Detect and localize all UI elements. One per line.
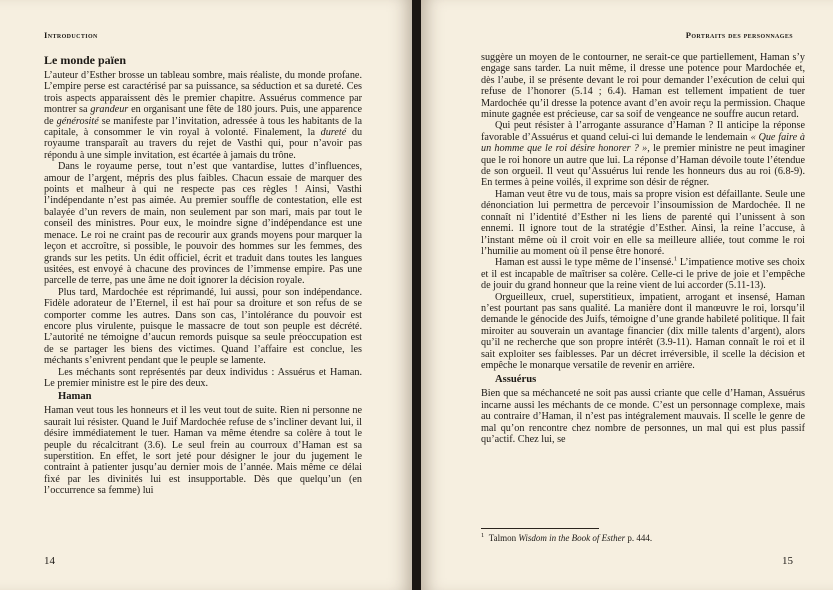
- paragraph: Les méchants sont représentés par deux individus : Assuérus et Haman. Le premier ministre est le pire des deux.: [44, 366, 362, 389]
- footnote-divider: [481, 528, 599, 529]
- paragraph: Plus tard, Mardochée est réprimandé, lui aussi, pour son indépendance. Fidèle adorateur de l’Eternel, il est haï pour sa droiture et son refus de se comporter comme les autres. Dans son cas, l’intolérance du pouvoir est encore plus virulente, puisque le massacre de tout son peuple est décrété. L’autorité ne témoigne d’aucun remords puisque sa seule préoccupation est de se partager les biens des victimes. Quand l’affaire est conclue, les méchants s’enivrent pendant que le peuple se lamente.: [44, 286, 362, 367]
- page-number: 15: [782, 555, 793, 567]
- paragraph: Haman est aussi le type même de l’insensé.$^1$ L’impatience motive ses choix et il est incapable de maîtriser sa colère. Celle-ci le prive de joie et l’empêche de jouir du grand honneur que la reine vient de lui accorder (5.11-13).: [481, 255, 806, 292]
- paragraph: Orgueilleux, cruel, superstitieux, impatient, arrogant et insensé, Haman n’est pourtant pas sans qualité. La manière dont il manœuvre le roi, lorsqu’il demande le génocide des Juifs, témoigne d’une grande habileté politique. Il fait miroiter au souverain un avantage financier (dix mille talents d’argent), alors qu’il ne recherche que son propre intérêt (3.9-11). Haman connaît le roi et il sait exploiter ses faiblesses. Par un décret irréversible, il scelle la décision et empêche le monarque versatile de revenir en arrière.: [481, 291, 805, 371]
- paragraph: suggère un moyen de le contourner, ne serait-ce que partiellement, Haman s’y engage sans tarder. La nuit même, il dresse une potence pour Mardochée et, dès l’aube, il se présente devant le roi pour demander l’exécution de celui qui refuse de l’honorer (5.14 ; 6.4). Haman est tellement impatient de tuer Mardochée qu’il dresse la potence avant d’en avoir reçu la permission. Chaque minute gagnée est précieuse, car sa soif de vengeance ne souffre aucun retard.: [481, 52, 805, 121]
- right-text-column: [481, 52, 805, 445]
- right-page: [421, 0, 833, 590]
- paragraph: L’auteur d’Esther brosse un tableau sombre, mais réaliste, du monde profane. L’empire perse est caractérisé par sa puissance, sa séduction et sa dureté. Ces trois aspects apparaissent dès le premier chapitre. Assuérus commence par montrer sa grandeur en organisant une fête de 180 jours. Puis, une apparence de générosité se manifeste par l’invitation, adressée à tous les habitants de la capitale, à consommer le vin royal à volonté. Finalement, la dureté du royaume transparaît au travers du rejet de Vasthi qui, pour n’avoir pas répondu à une simple invitation, est écartée à jamais du trône.: [44, 70, 363, 161]
- left-text-column: [44, 53, 362, 497]
- page-number: 14: [44, 555, 55, 567]
- section-heading: Le monde païen: [44, 53, 127, 67]
- footnote-marker: 1: [673, 255, 678, 263]
- subsection-heading: Assuérus: [495, 374, 537, 386]
- running-header: Introduction: [44, 30, 98, 40]
- paragraph: Haman veut tous les honneurs et il les veut tout de suite. Rien ni personne ne saurait lui résister. Quand le Juif Mardochée refuse de s’incliner devant lui, il désire immédiatement le tuer. Haman va même étendre sa colère à tout le peuple du récalcitrant (3.6). Le seul frein au courroux d’Haman est sa superstition. En effet, le sort jeté pour désigner le jour du jugement le contraint à patienter jusqu’au dernier mois de l’année. Mais même ce délai fixé par les divinités lui est insupportable. Dès que quelqu’un (en l’occurrence sa femme) lui: [44, 405, 362, 497]
- paragraph: Qui peut résister à l’arrogante assurance d’Haman ? Il anticipe la réponse favorable d’Assuérus et quand celui-ci lui demande le lendemain « Que faire à un homme que le roi désire honorer ? », le premier ministre ne peut imaginer que le roi honore un autre que lui. La réponse d’Haman dévoile toute l’étendue de son orgueil. Il veut qu’Assuérus lui rende les honneurs dus au roi (6.8-9). En termes à peine voilés, il exprime son désir de régner.: [481, 120, 806, 189]
- subsection-heading: Haman: [58, 391, 92, 403]
- left-page: [0, 0, 412, 590]
- paragraph: Haman veut être vu de tous, mais sa propre vision est défaillante. Seule une dénonciation lui permettra de percevoir l’insoumission de Mardochée. Il ne connaît ni l’identité d’Esther ni les liens de parenté qui l’unissent à son ennemi. Il ignore tout de la stratégie d’Esther. Ainsi, la reine l’accuse, à l’instant même où il croit voir en elle sa meilleure alliée, tout comme le roi l’humilie au moment où il pense être honoré.: [481, 188, 805, 257]
- running-header: Portraits des personnages: [685, 30, 793, 40]
- footnote: $^1$ Talmon Wisdom in the Book of Esther p. 444.: [481, 532, 653, 543]
- paragraph: Dans le royaume perse, tout n’est que vantardise, luttes d’influences, amour de l’argent, mépris des plus faibles. Chacun essaie de marquer des points et malheur à qui ne respecte pas ces règles ! Ainsi, Vasthi l’indépendante n’est pas aimée. Au premier souffle de contestation, elle est balayée d’un revers de main, non seulement par son mari, mais par tout le conseil des ministres. Pour eux, le moindre signe d’indépendance est une menace. Le roi ne craint pas de recourir aux grands moyens pour marquer la leçon et accroître, si possible, le pouvoir des hommes sur les femmes, des grands sur les petits. Un édit officiel, écrit et traduit dans toutes les langues usitées, est envoyé à chacune des provinces de l’immense empire. Pas une parcelle de terre, pas une âme ne doit ignorer la décision royale.: [44, 161, 362, 287]
- paragraph: Bien que sa méchanceté ne soit pas aussi criante que celle d’Haman, Assuérus incarne aussi les méchants de ce monde. C’est un personnage complexe, mais au contraire d’Haman, il n’est pas intégralement mauvais. Il scelle le genre de mal qu’on rencontre chez nombre de personnes, un mal qui est plus passif qu’actif. Chez lui, se: [481, 388, 805, 445]
